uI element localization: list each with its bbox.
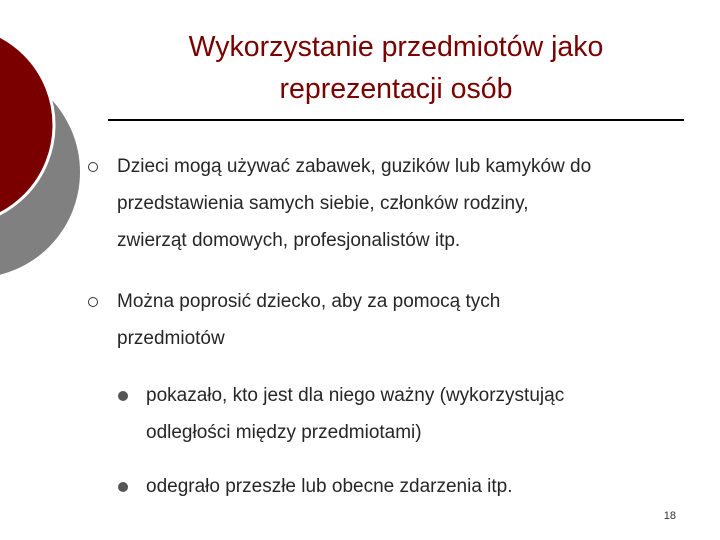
decorative-circles bbox=[0, 0, 80, 300]
title-line-2: reprezentacji osób bbox=[279, 73, 513, 105]
filled-dot-bullet-icon bbox=[118, 482, 128, 492]
sub-bullet-1-text bbox=[146, 377, 564, 451]
bullet-2-text bbox=[117, 283, 500, 357]
filled-dot-bullet-icon bbox=[118, 391, 128, 401]
bullet-1-line-1: Dzieci mogą używać zabawek, guzików lub kamyków do bbox=[117, 156, 592, 177]
sub-bullet-1-line-1: pokazało, kto jest dla niego ważny (wykorzystując bbox=[146, 385, 565, 406]
bullet-1-text bbox=[117, 148, 591, 259]
title-line-1: Wykorzystanie przedmiotów jako bbox=[188, 31, 604, 63]
sub-bullet-2-text bbox=[146, 468, 513, 505]
bullet-1-line-3: zwierząt domowych, profesjonalistów itp. bbox=[117, 230, 461, 251]
sub-bullet-2-line-1: odegrało przeszłe lub obecne zdarzenia itp. bbox=[146, 476, 513, 497]
bullet-2-line-1: Można poprosić dziecko, aby za pomocą tych bbox=[117, 291, 501, 312]
bullet-2-line-2: przedmiotów bbox=[117, 328, 225, 349]
sub-bullet-1-line-2: odległości między przedmiotami) bbox=[146, 422, 422, 443]
slide-number: 18 bbox=[663, 510, 676, 522]
open-circle-bullet-icon bbox=[88, 162, 98, 172]
open-circle-bullet-icon bbox=[88, 297, 98, 307]
slide-title bbox=[108, 26, 684, 110]
title-divider bbox=[108, 119, 684, 121]
bullet-1-line-2: przedstawienia samych siebie, członków rodziny, bbox=[117, 193, 529, 214]
